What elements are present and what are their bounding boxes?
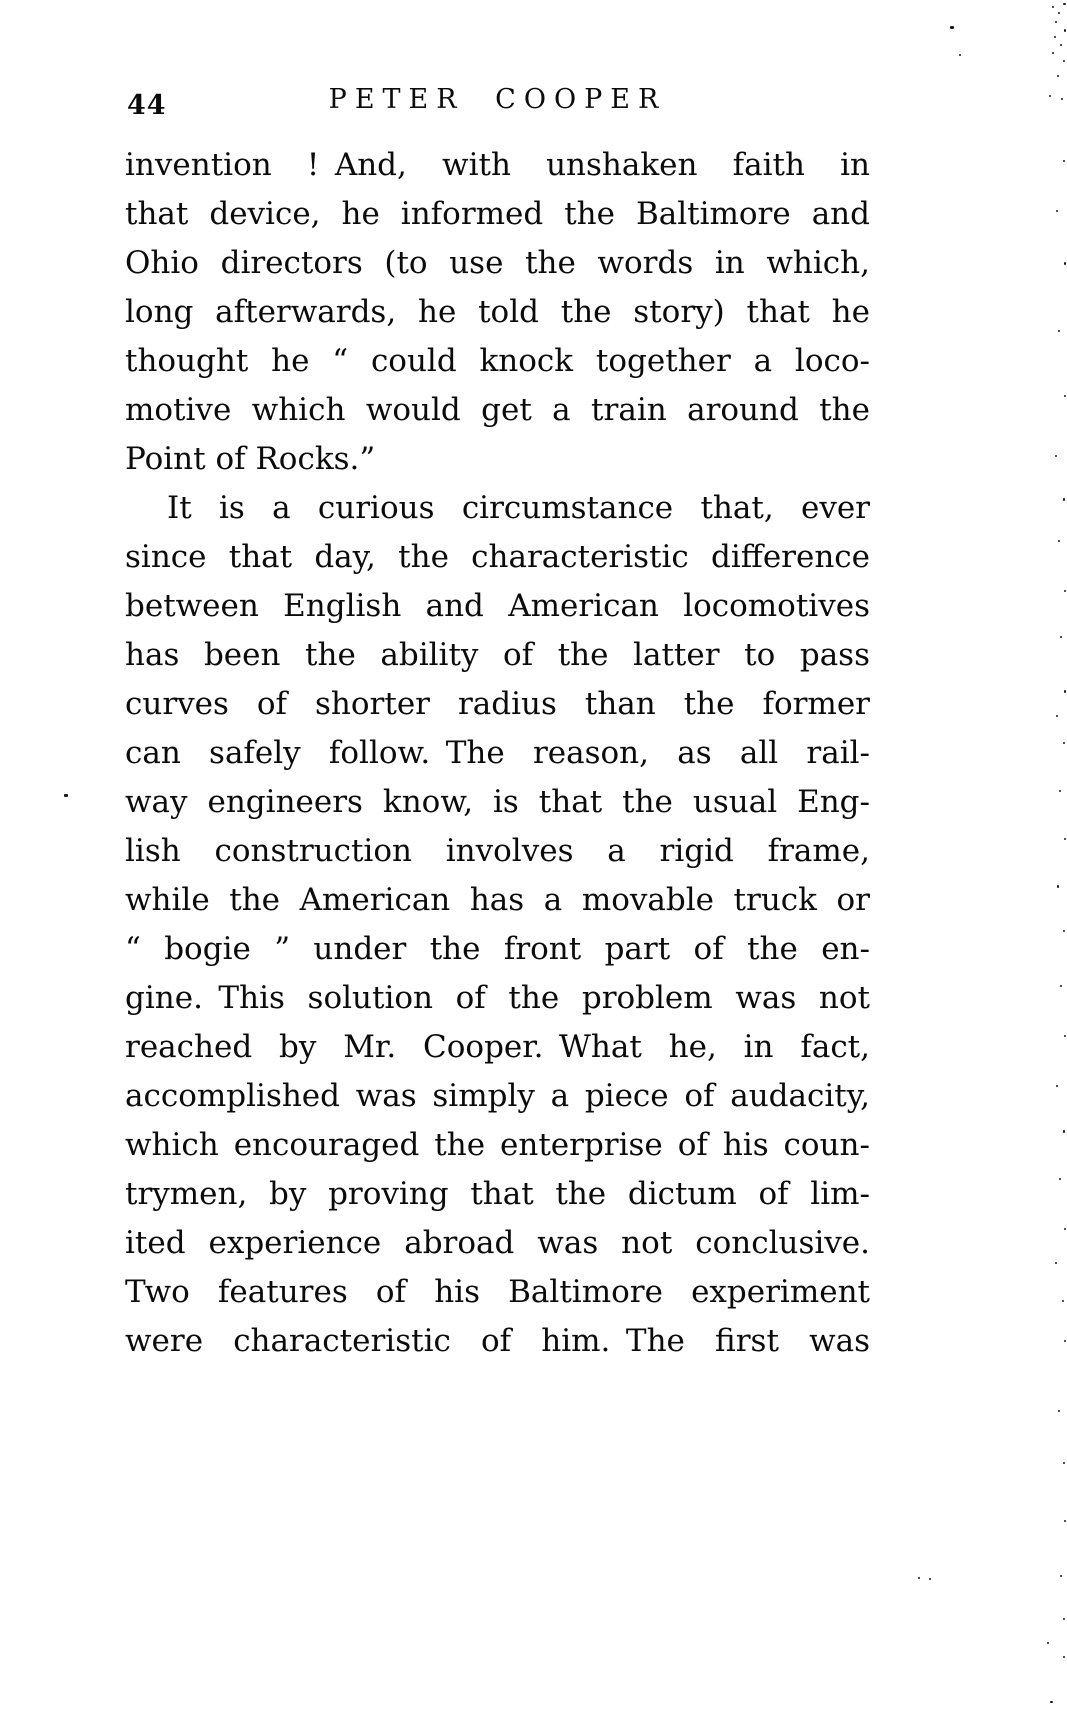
noise-dot bbox=[1064, 690, 1066, 693]
text-line: motive which would get a train around the bbox=[125, 392, 870, 428]
noise-dot bbox=[1058, 12, 1060, 14]
body-text bbox=[125, 141, 870, 1366]
noise-dot bbox=[1059, 1178, 1061, 1180]
noise-dot bbox=[1063, 1618, 1065, 1620]
noise-dot bbox=[1055, 1262, 1057, 1264]
noise-dot bbox=[1056, 210, 1058, 212]
text-line: ited experience abroad was not conclusive. bbox=[125, 1225, 870, 1261]
noise-dot bbox=[1063, 1130, 1065, 1133]
noise-dot bbox=[1047, 1642, 1049, 1644]
noise-dot bbox=[1060, 636, 1062, 638]
running-header bbox=[125, 84, 870, 124]
text-line: Ohio directors (to use the words in which, bbox=[125, 245, 870, 281]
noise-dot bbox=[1056, 1085, 1058, 1087]
noise-dot bbox=[1064, 395, 1066, 397]
noise-dot bbox=[64, 794, 68, 797]
noise-dot bbox=[1060, 985, 1062, 987]
text-line: since that day, the characteristic difference bbox=[125, 539, 870, 575]
text-line: lish construction involves a rigid frame, bbox=[125, 833, 870, 869]
noise-dot bbox=[1049, 95, 1051, 97]
noise-dot bbox=[1063, 930, 1065, 932]
text-line: that device, he informed the Baltimore and bbox=[125, 196, 870, 232]
noise-dot bbox=[1064, 1340, 1066, 1342]
noise-dot bbox=[1064, 1035, 1066, 1037]
text-line: Point of Rocks.” bbox=[125, 441, 376, 477]
noise-dot bbox=[1063, 1656, 1065, 1658]
text-line: between English and American locomotives bbox=[125, 588, 870, 624]
noise-dot bbox=[1063, 3, 1066, 5]
noise-dot bbox=[1061, 98, 1063, 100]
noise-dot bbox=[1058, 1410, 1060, 1412]
text-line: reached by Mr. Cooper. What he, in fact, bbox=[125, 1029, 870, 1065]
text-line: has been the ability of the latter to pass bbox=[125, 637, 870, 673]
noise-dot bbox=[918, 1577, 920, 1579]
text-line: thought he “ could knock together a loco- bbox=[125, 343, 870, 379]
noise-dot bbox=[1054, 36, 1056, 38]
text-line: trymen, by proving that the dictum of lim- bbox=[125, 1176, 870, 1212]
noise-dot bbox=[1064, 590, 1066, 592]
noise-dot bbox=[1060, 44, 1062, 46]
noise-dot bbox=[929, 1578, 931, 1580]
noise-dot bbox=[1064, 1228, 1066, 1230]
text-line: invention ! And, with unshaken faith in bbox=[125, 147, 870, 183]
noise-dot bbox=[1063, 742, 1065, 744]
noise-dot bbox=[959, 54, 961, 56]
noise-dot bbox=[1055, 21, 1057, 23]
noise-dot bbox=[1057, 885, 1059, 888]
noise-dot bbox=[1059, 790, 1061, 792]
noise-dot bbox=[1063, 60, 1065, 62]
page-number: 44 bbox=[127, 90, 167, 121]
noise-dot bbox=[1060, 1575, 1062, 1577]
text-line: It is a curious circumstance that, ever bbox=[167, 490, 870, 526]
noise-dot bbox=[1064, 29, 1066, 32]
noise-dot bbox=[950, 26, 954, 29]
noise-dot bbox=[1058, 330, 1060, 332]
text-line: Two features of his Baltimore experiment bbox=[125, 1274, 870, 1310]
noise-dot bbox=[1055, 455, 1057, 457]
text-line: were characteristic of him. The first was bbox=[125, 1323, 870, 1359]
noise-dot bbox=[1063, 1462, 1065, 1464]
text-line: long afterwards, he told the story) that he bbox=[125, 294, 870, 330]
noise-dot bbox=[1050, 1701, 1053, 1703]
text-line: gine. This solution of the problem was not bbox=[125, 980, 870, 1016]
text-line: curves of shorter radius than the former bbox=[125, 686, 870, 722]
text-line: while the American has a movable truck or bbox=[125, 882, 870, 918]
text-line: which encouraged the enterprise of his coun- bbox=[125, 1127, 870, 1163]
noise-dot bbox=[1057, 75, 1059, 77]
noise-dot bbox=[1058, 540, 1060, 542]
noise-dot bbox=[1063, 498, 1065, 501]
text-line: “ bogie ” under the front part of the en- bbox=[125, 931, 870, 967]
noise-dot bbox=[1062, 1300, 1064, 1302]
noise-dot bbox=[1063, 160, 1065, 162]
text-line: way engineers know, is that the usual Eng- bbox=[125, 784, 870, 820]
noise-dot bbox=[1064, 838, 1066, 840]
noise-dot bbox=[1052, 52, 1054, 54]
text-line: can safely follow. The reason, as all rail- bbox=[125, 735, 870, 771]
noise-dot bbox=[1056, 715, 1058, 717]
noise-dot bbox=[1064, 262, 1066, 265]
noise-dot bbox=[1052, 6, 1054, 8]
running-header-title: PETER COOPER bbox=[328, 84, 667, 115]
noise-dot bbox=[1064, 1520, 1066, 1522]
text-line: accomplished was simply a piece of audacity, bbox=[125, 1078, 870, 1114]
